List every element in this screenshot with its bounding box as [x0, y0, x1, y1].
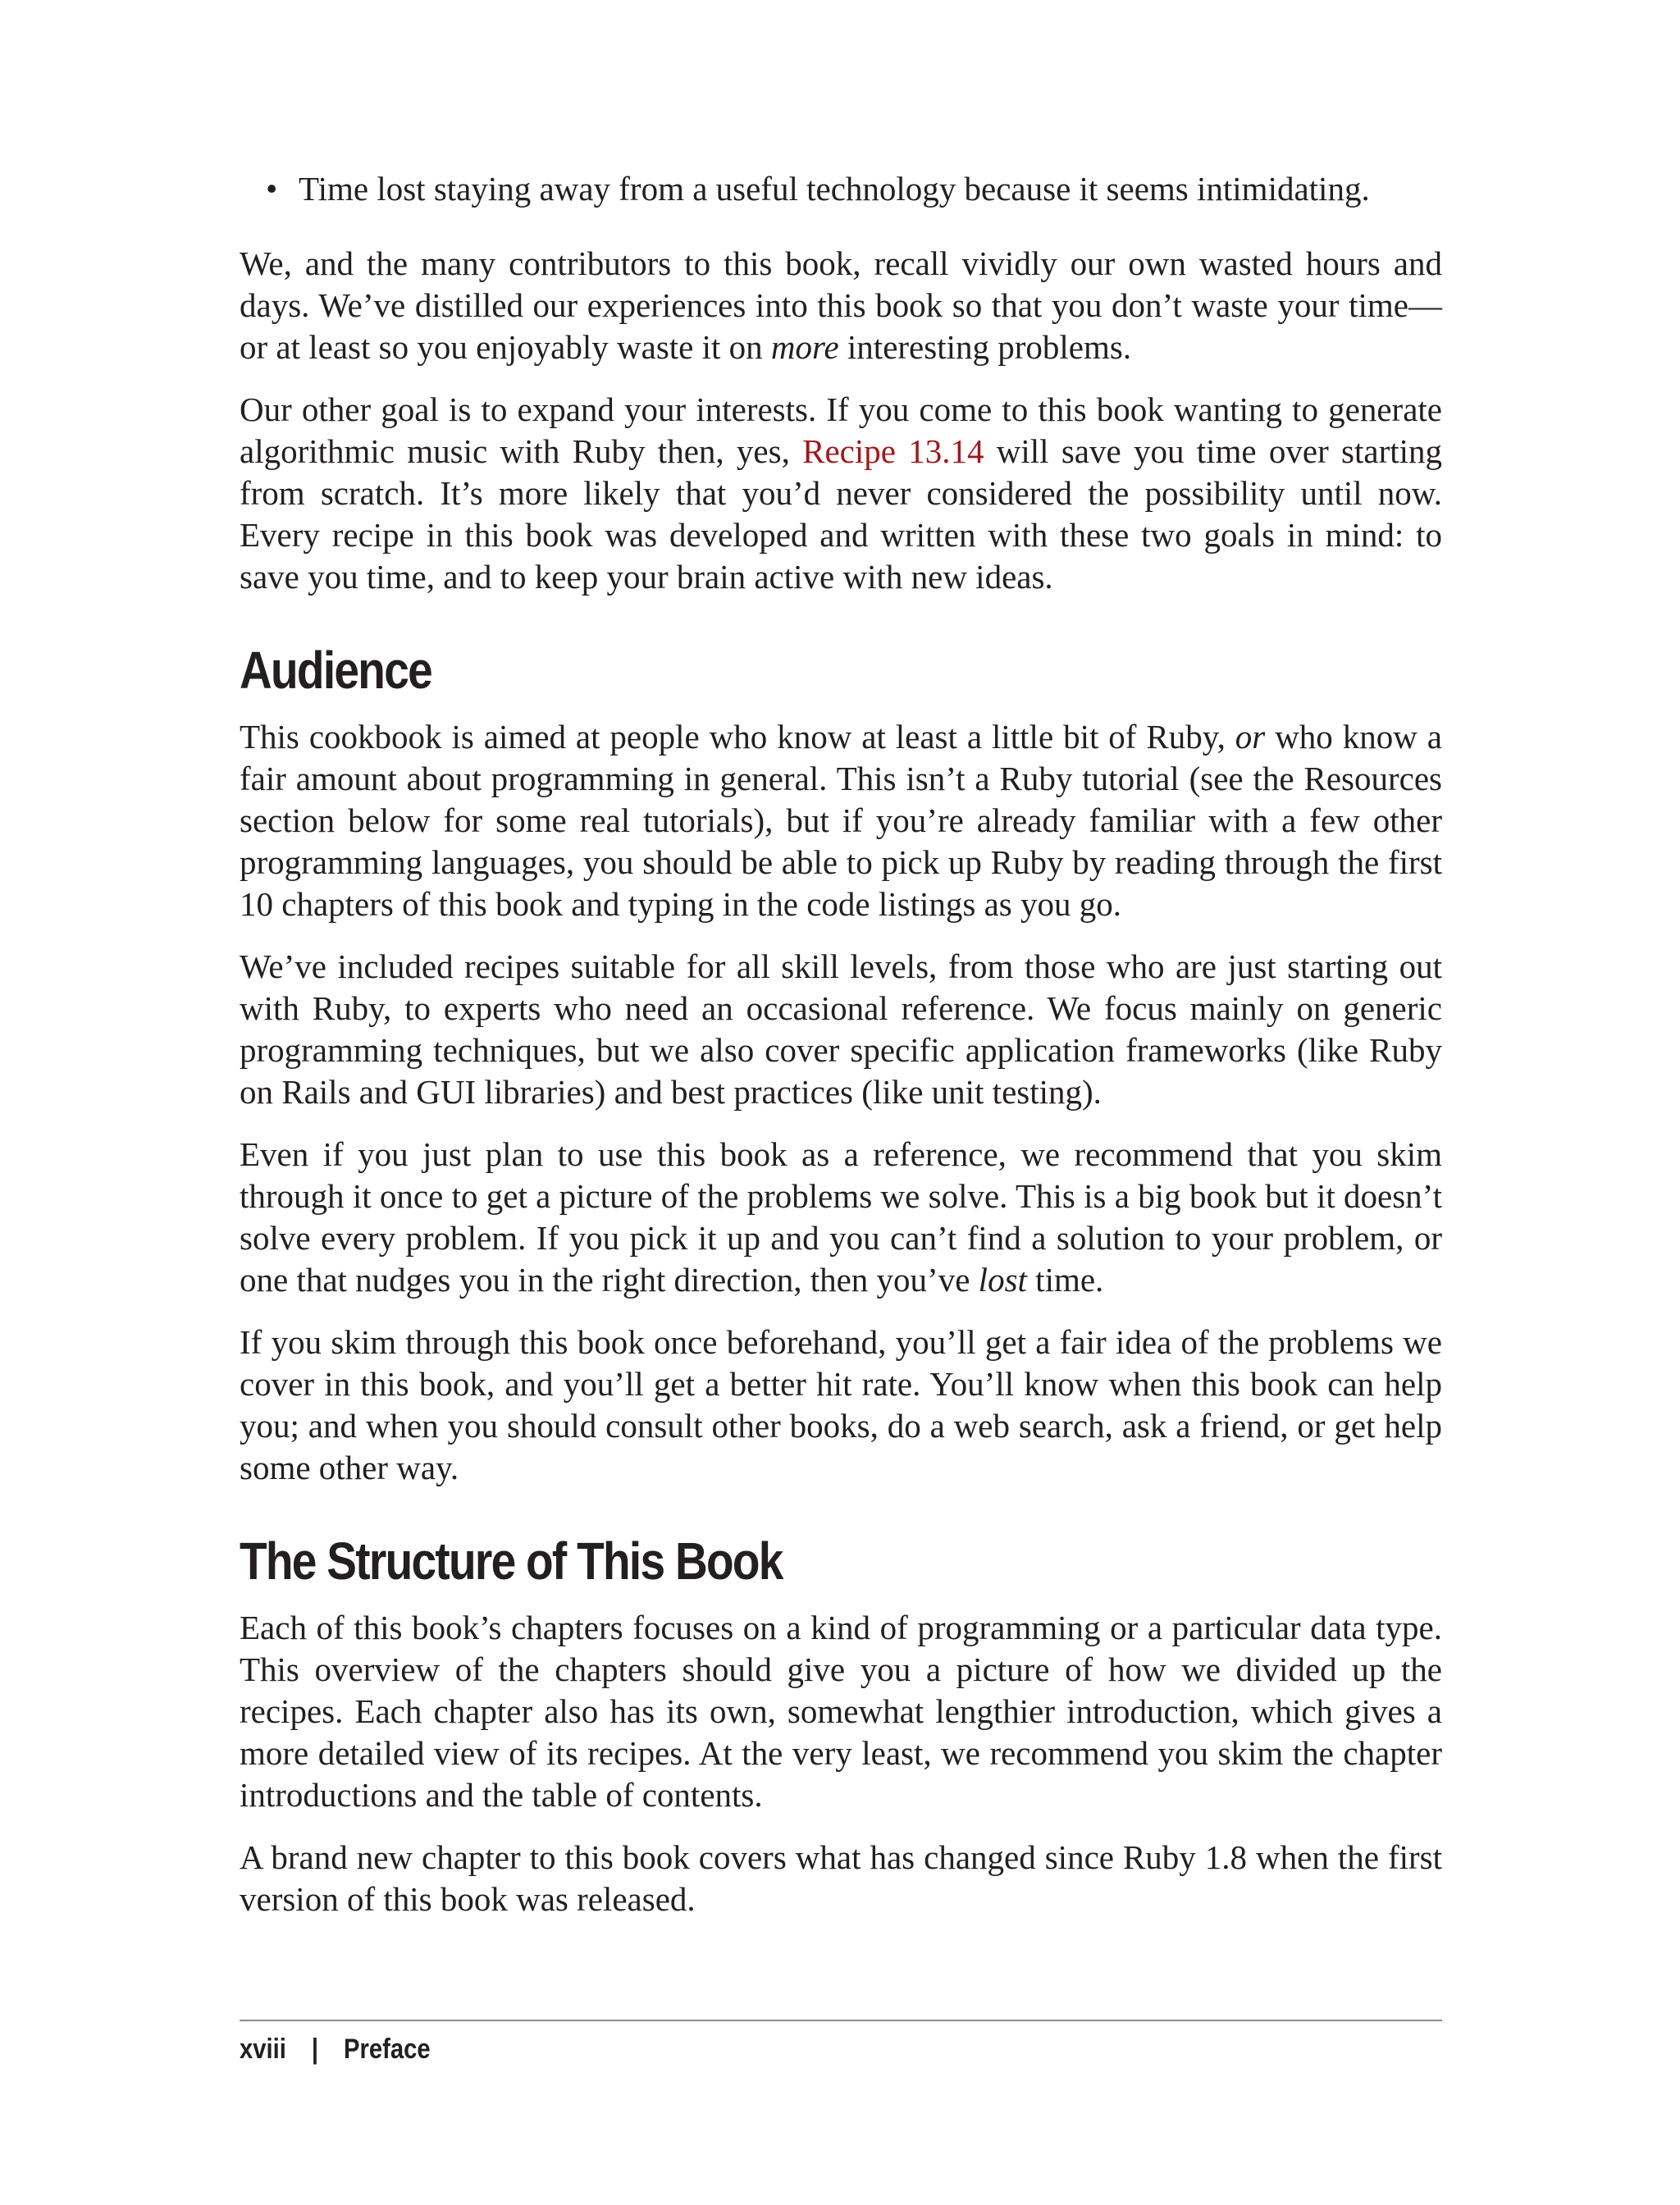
audience-paragraph-3: Even if you just plan to use this book as a reference, we recommend that you skim through it once to get a picture of the problems we solve. This is a big book but it doesn’t solve every problem. If you pick it up and you can’t find a solution to your problem, or one that nudges you in the right direction, then you’ve lost time. [240, 1135, 1442, 1299]
goals-paragraph: Our other goal is to expand your interests. If you come to this book wanting to generate algorithmic music with Ruby then, yes, Recipe 13.14 will save you time over starting from scratch. It’s more likely that you’d never considered the possibility until now. Every recipe in this book was developed and written with these two goals in mind: to save you time, and to keep your brain active with new ideas. [240, 390, 1443, 596]
audience-heading: Audience [240, 641, 431, 700]
bullet-list [240, 168, 1442, 210]
page-body [240, 168, 1442, 1941]
page-footer [240, 2033, 431, 2066]
audience-paragraph-1: This cookbook is aimed at people who know at least a little bit of Ruby, or who know a fair amount about programming in general. This isn’t a Ruby tutorial (see the Resources section below for some real tutorials), but if you’re already familiar with a few other programming languages, you should be able to pick up Ruby by reading through the first 10 chapters of this book and typing in the code listings as you go. [240, 718, 1442, 923]
recipe-link[interactable]: Recipe 13.14 [802, 432, 984, 470]
footer-section-title: Preface [344, 2034, 431, 2065]
page-number: xviii [240, 2034, 286, 2065]
intro-paragraph: We, and the many contributors to this book, recall vividly our own wasted hours and days. We’ve distilled our experiences into this book so that you don’t waste your time— or at least so you enjoyably waste it on more interesting problems. [240, 244, 1442, 366]
structure-paragraph-1: Each of this book’s chapters focuses on a kind of programming or a particular data type. This overview of the chapters should give you a picture of how we divided up the recipes. Each chapter also has its own, somewhat lengthier introduction, which gives a more detailed view of its recipes. At the very least, we recommend you skim the chapter introductions and the table of contents. [240, 1609, 1442, 1814]
audience-paragraph-2: We’ve included recipes suitable for all skill levels, from those who are just starting out with Ruby, to experts who need an occasional reference. We focus mainly on generic programming techniques, but we also cover specific application frameworks (like Ruby on Rails and GUI libraries) and best practices (like unit testing). [240, 947, 1442, 1111]
structure-heading: The Structure of This Book [240, 1532, 783, 1591]
structure-paragraph-2: A brand new chapter to this book covers what has changed since Ruby 1.8 when the first version of this book was released. [240, 1838, 1442, 1918]
audience-paragraph-4: If you skim through this book once beforehand, you’ll get a fair idea of the problems we cover in this book, and you’ll get a better hit rate. You’ll know when this book can help you; and when you should consult other books, do a web search, ask a friend, or get help some other way. [240, 1323, 1442, 1486]
footer-divider [240, 2020, 1442, 2021]
footer-separator: | [311, 2034, 319, 2065]
list-item: • Time lost staying away from a useful technology because it seems intimidating. [299, 168, 1442, 210]
